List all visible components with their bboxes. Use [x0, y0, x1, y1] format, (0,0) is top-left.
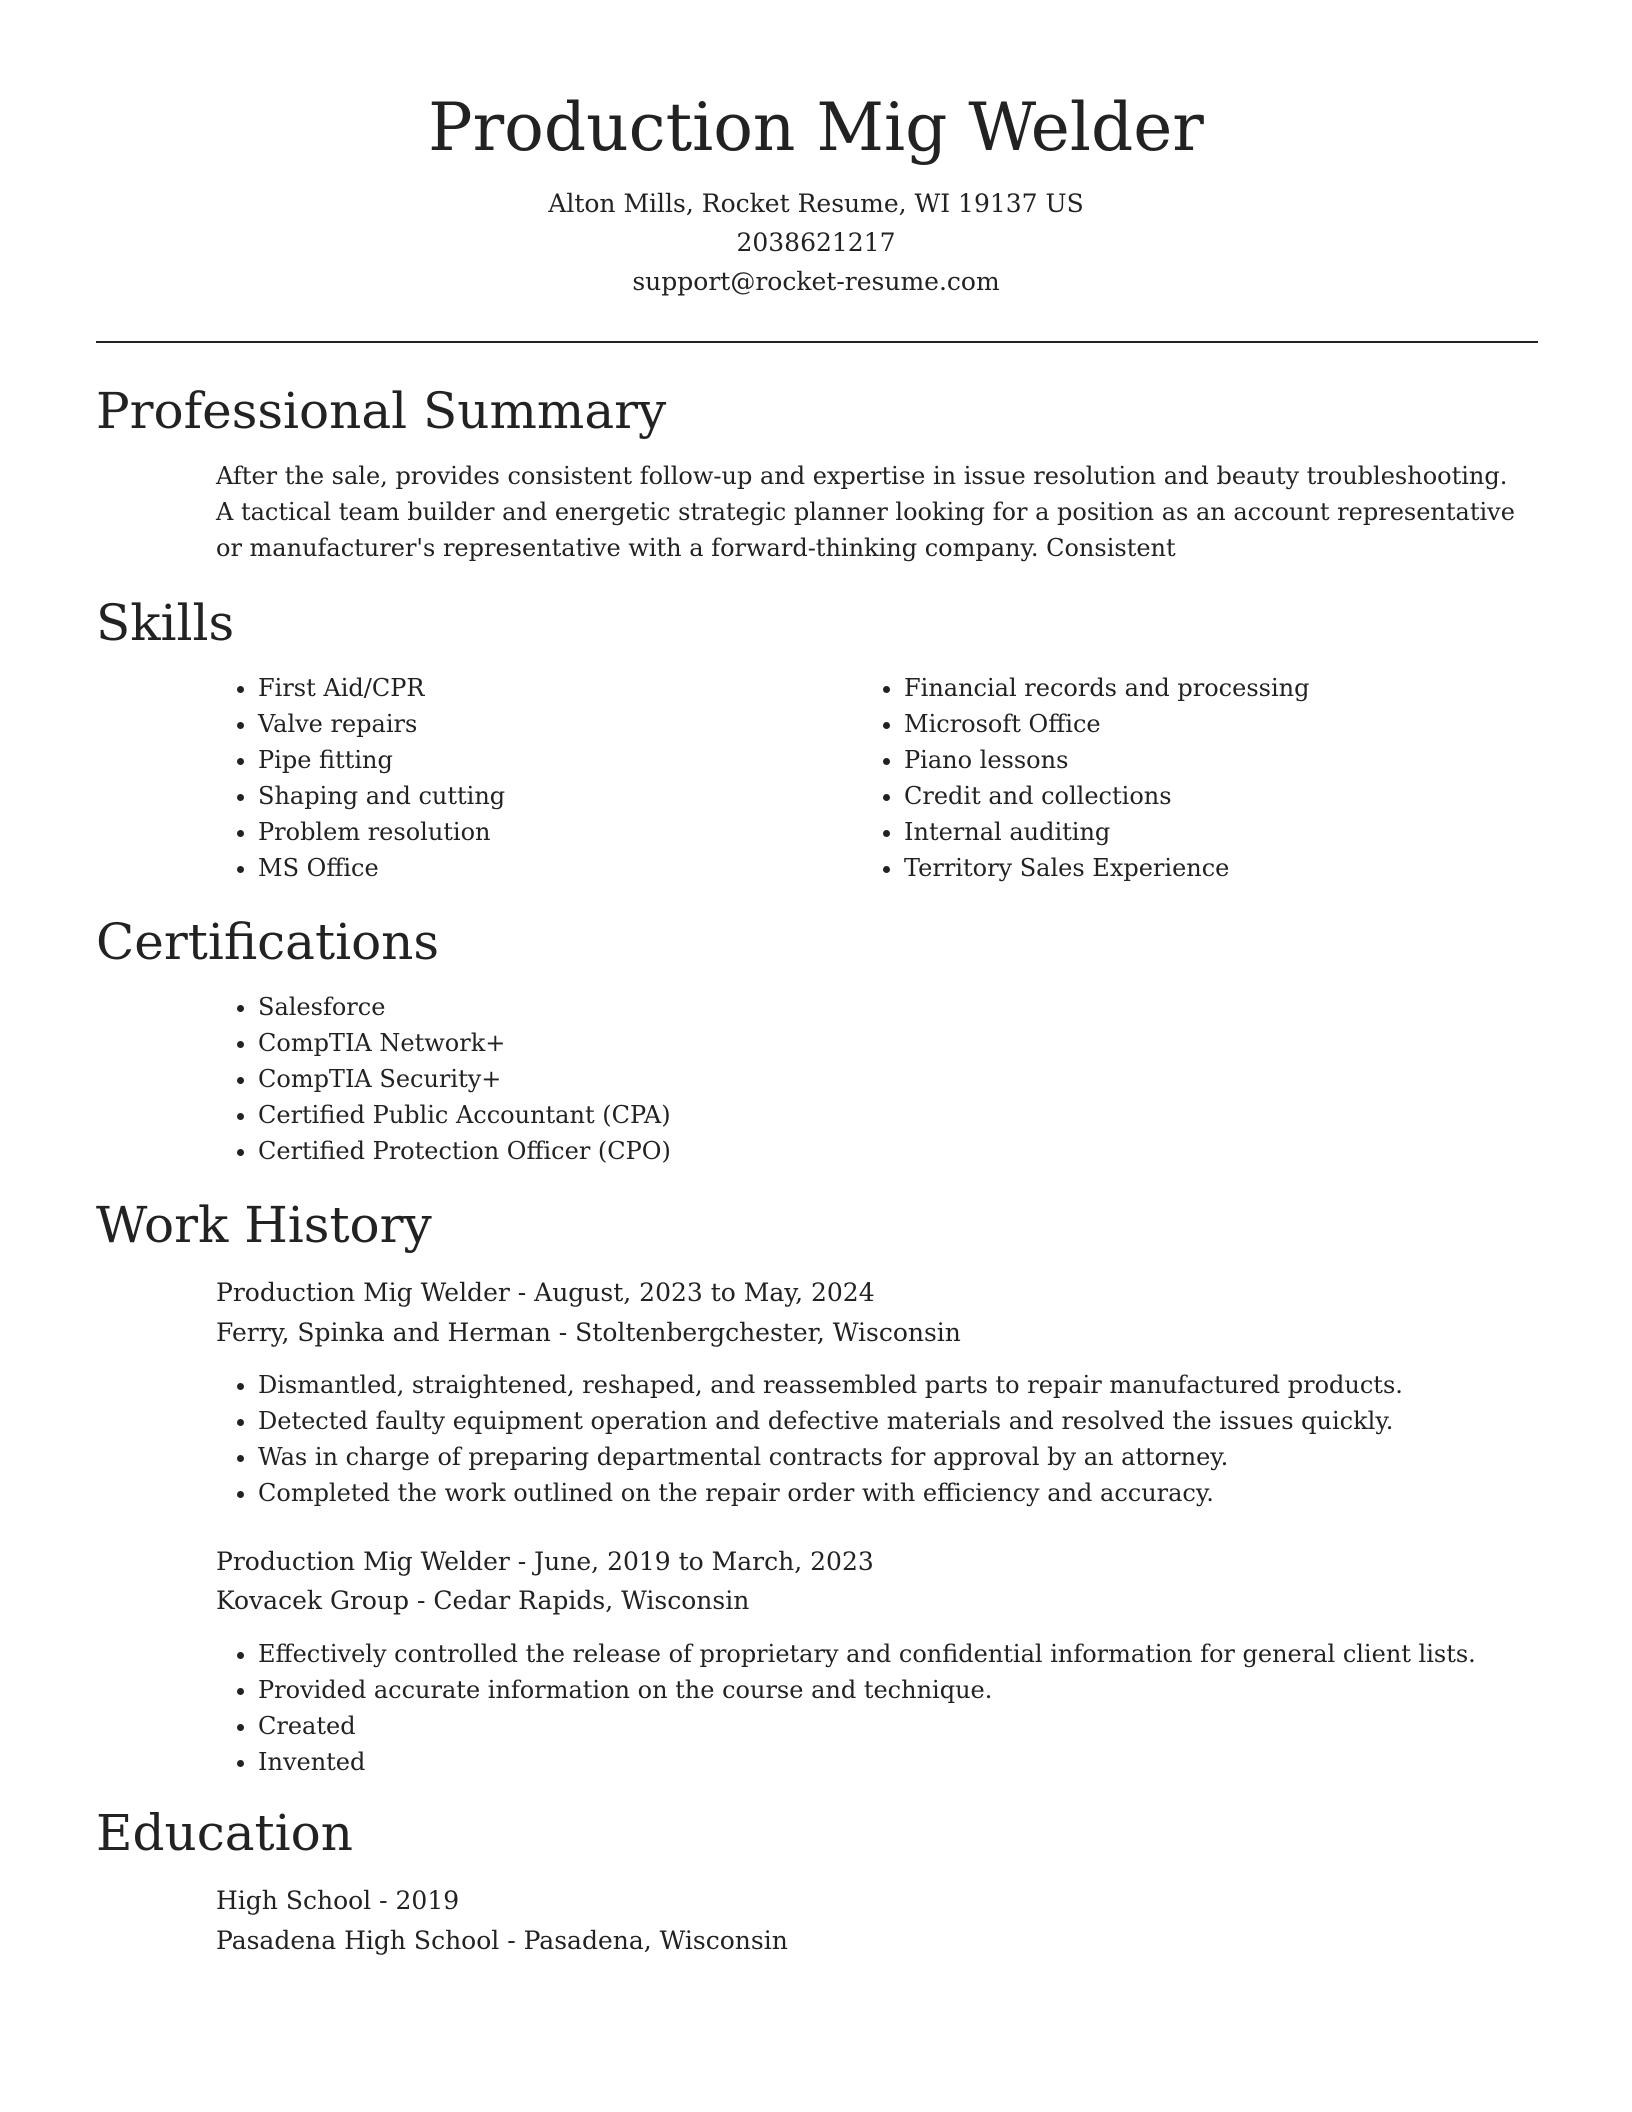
- skill-item: • Piano lessons: [904, 742, 1544, 778]
- job-bullets: [214, 1367, 1558, 1511]
- job-bullet: • Effectively controlled the release of proprietary and confidential information for general client lists.: [258, 1636, 1578, 1672]
- job-bullet: • Dismantled, straightened, reshaped, and reassembled parts to repair manufactured products.: [258, 1367, 1558, 1403]
- certification-item: • Certified Protection Officer (CPO): [258, 1133, 1458, 1169]
- skill-item: • MS Office: [258, 850, 818, 886]
- contact-phone: 2038621217: [736, 228, 896, 257]
- skills-list-right: [860, 670, 1544, 886]
- section-title-work-history: Work History: [96, 1196, 432, 1254]
- certifications-list: [214, 989, 1458, 1169]
- skill-item: • Financial records and processing: [904, 670, 1544, 706]
- summary-text: After the sale, provides consistent follow-up and expertise in issue resolution and beauty troubleshooting. A tactical team builder and energetic strategic planner looking for a position as an account representative or manufacturer's representative with a forward-thinking company. Consistent: [216, 462, 1515, 562]
- job-title-line: Production Mig Welder - August, 2023 to May, 2024: [216, 1278, 875, 1307]
- skill-item: • Microsoft Office: [904, 706, 1544, 742]
- job-bullet: • Was in charge of preparing departmental contracts for approval by an attorney.: [258, 1439, 1558, 1475]
- skill-item: • First Aid/CPR: [258, 670, 818, 706]
- skill-item: • Problem resolution: [258, 814, 818, 850]
- section-title-skills: Skills: [96, 594, 235, 652]
- skill-item: • Credit and collections: [904, 778, 1544, 814]
- skill-item: • Territory Sales Experience: [904, 850, 1544, 886]
- skill-item: • Shaping and cutting: [258, 778, 818, 814]
- education-degree-line: High School - 2019: [216, 1886, 460, 1915]
- contact-email: support@rocket-resume.com: [632, 267, 1000, 296]
- resume-header: [0, 0, 1632, 301]
- education-school-line: Pasadena High School - Pasadena, Wisconsin: [216, 1926, 788, 1955]
- job-bullet: • Detected faulty equipment operation and defective materials and resolved the issues quickly.: [258, 1403, 1558, 1439]
- section-title-summary: Professional Summary: [96, 382, 667, 440]
- job-title-line: Production Mig Welder - June, 2019 to March, 2023: [216, 1547, 874, 1576]
- header-divider: [96, 341, 1538, 343]
- contact-block: [0, 184, 1632, 301]
- skills-list-left: [214, 670, 818, 886]
- certification-item: • CompTIA Network+: [258, 1025, 1458, 1061]
- candidate-name: Production Mig Welder: [428, 89, 1204, 166]
- job-bullets: [214, 1636, 1578, 1780]
- certification-item: • CompTIA Security+: [258, 1061, 1458, 1097]
- job-bullet: • Provided accurate information on the course and technique.: [258, 1672, 1578, 1708]
- section-title-certifications: Certifications: [96, 913, 440, 971]
- job-bullet: • Invented: [258, 1744, 1578, 1780]
- certification-item: • Certified Public Accountant (CPA): [258, 1097, 1458, 1133]
- skill-item: • Internal auditing: [904, 814, 1544, 850]
- job-bullet: • Created: [258, 1708, 1578, 1744]
- job-bullet: • Completed the work outlined on the repair order with efficiency and accuracy.: [258, 1475, 1558, 1511]
- job-company-line: Kovacek Group - Cedar Rapids, Wisconsin: [216, 1586, 750, 1615]
- certification-item: • Salesforce: [258, 989, 1458, 1025]
- section-title-education: Education: [96, 1804, 353, 1862]
- contact-address: Alton Mills, Rocket Resume, WI 19137 US: [548, 189, 1084, 218]
- job-company-line: Ferry, Spinka and Herman - Stoltenbergchester, Wisconsin: [216, 1318, 961, 1347]
- skill-item: • Valve repairs: [258, 706, 818, 742]
- skill-item: • Pipe fitting: [258, 742, 818, 778]
